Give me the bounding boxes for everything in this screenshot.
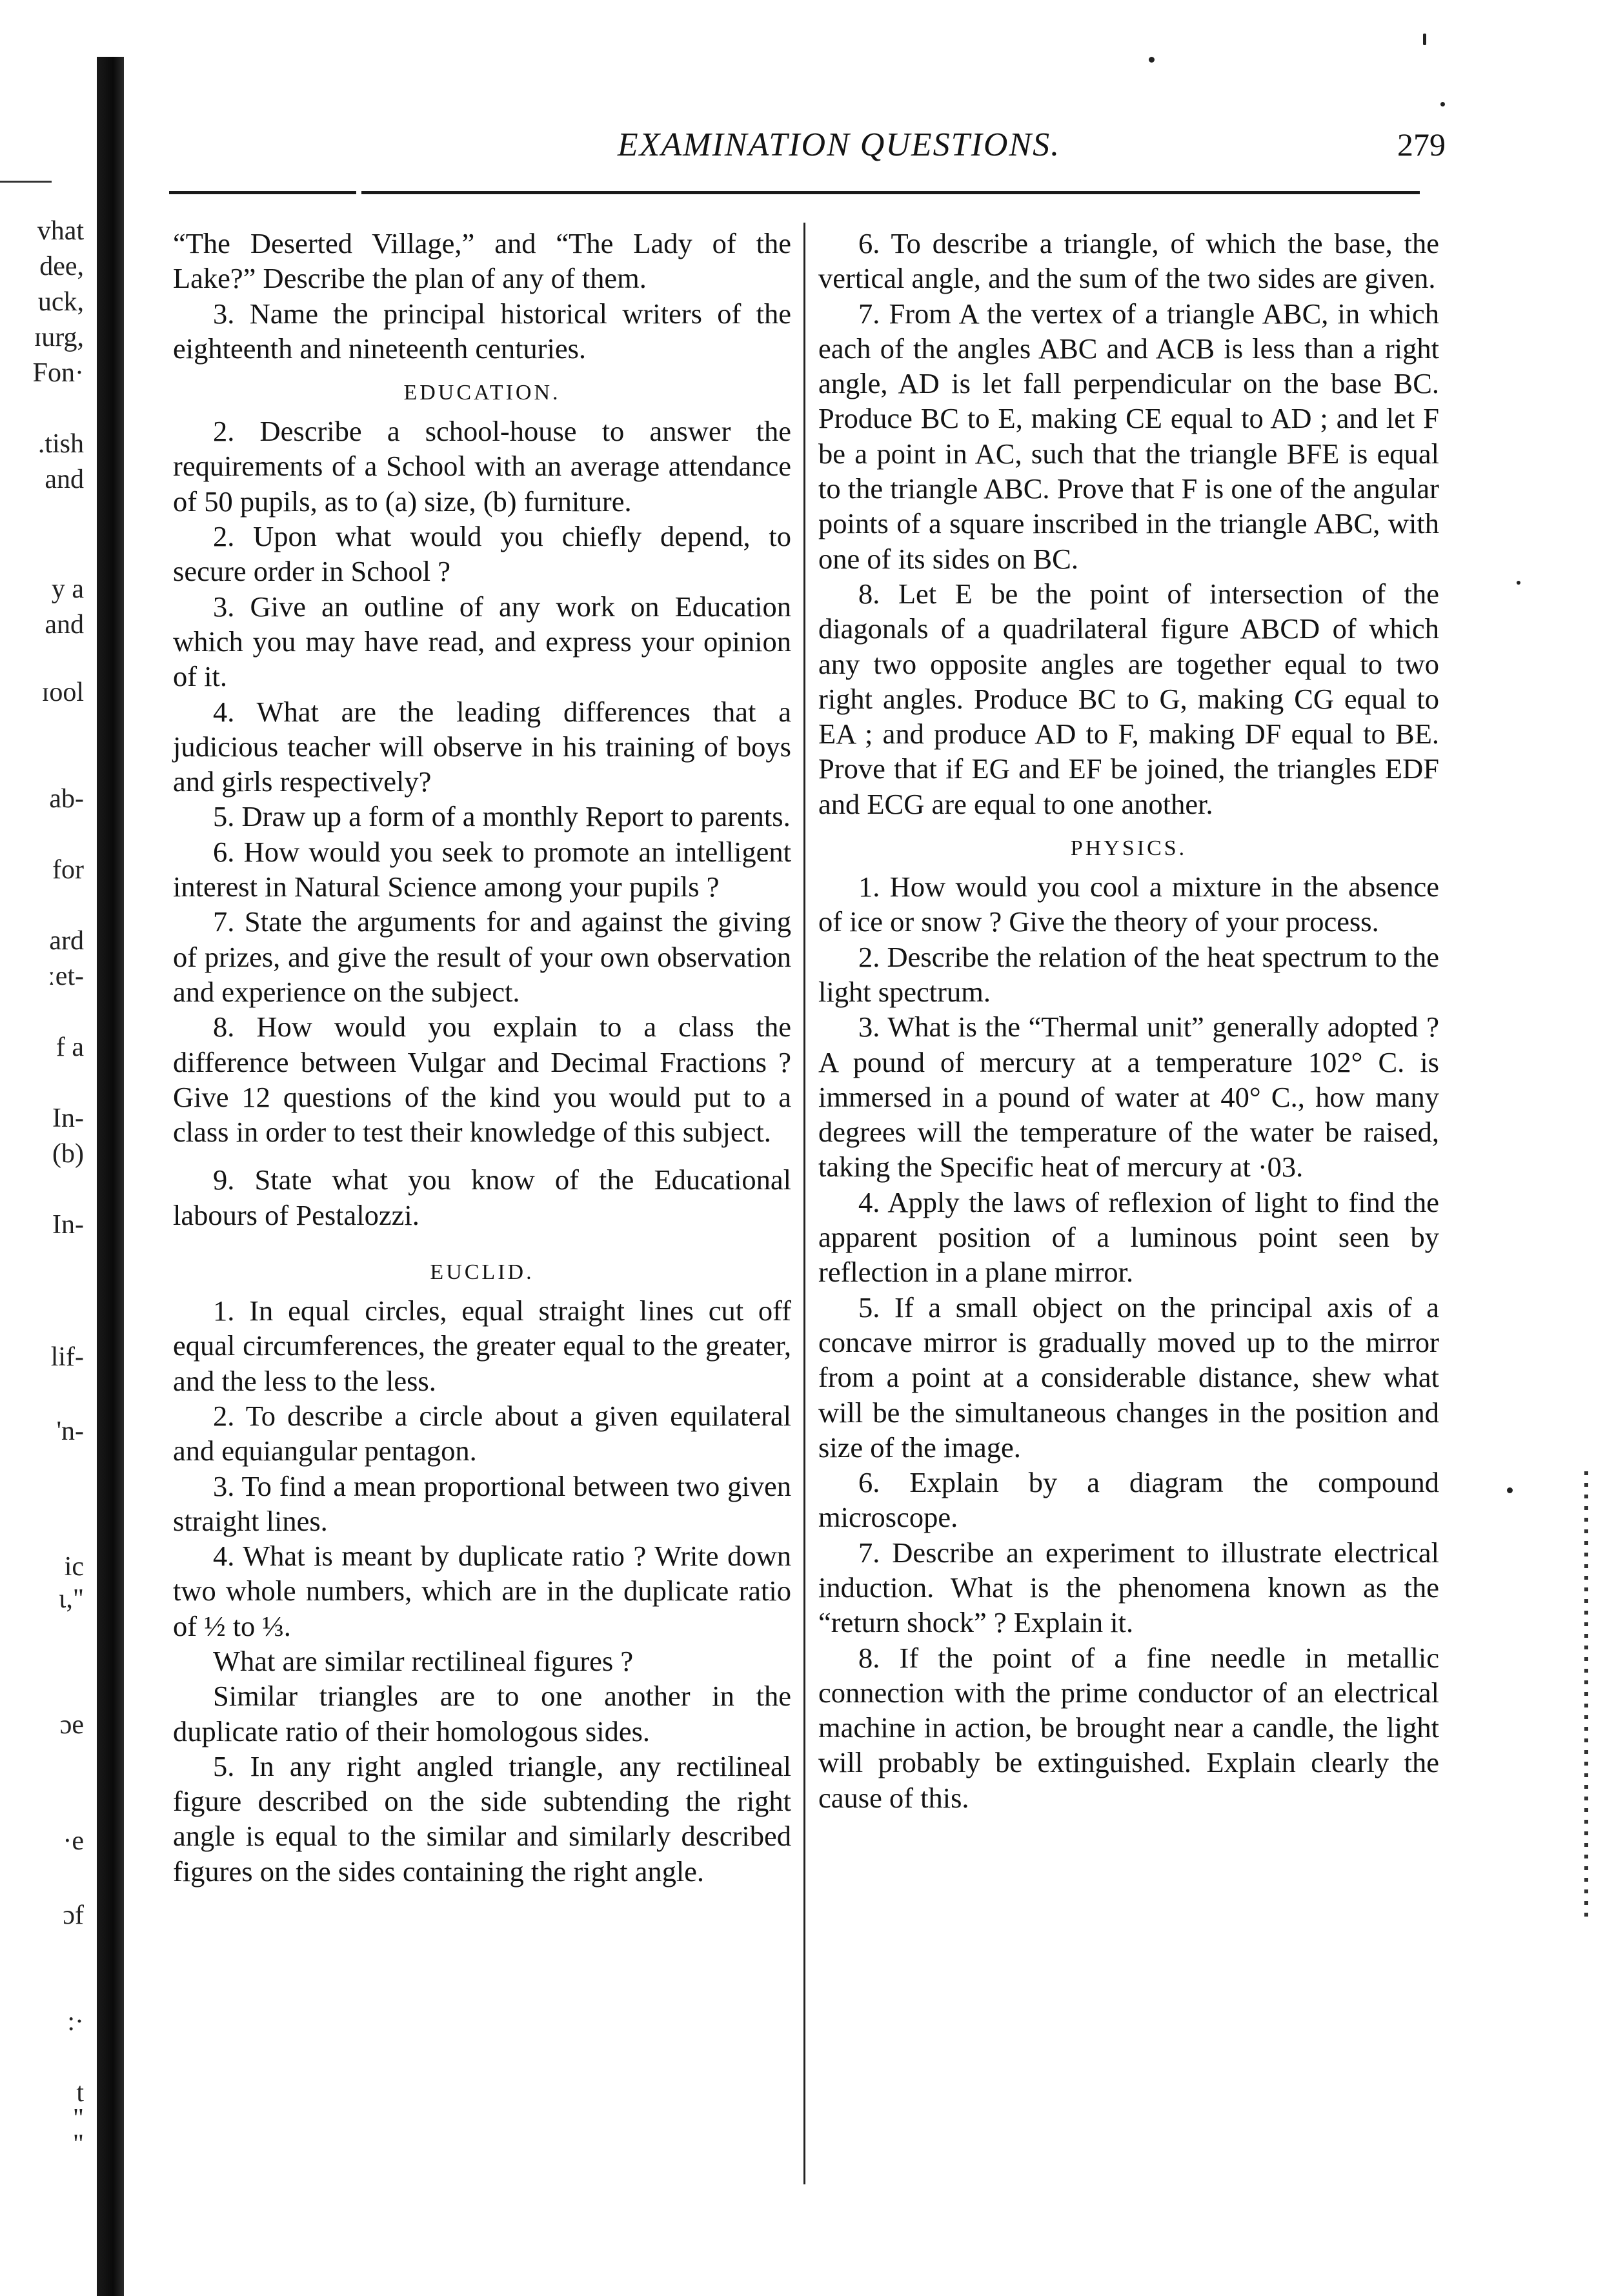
page-header xyxy=(161,126,1446,165)
question: 3. Name the principal historical writers of the eighteenth and nineteenth centuries. xyxy=(173,297,791,365)
scan-speck xyxy=(1507,1487,1513,1493)
margin-rule xyxy=(0,181,52,183)
question: 7. From A the vertex of a triangle ABC, in which each of the angles ABC and ACB is less than a right angle, AD is let fall perpendicular on the base BC. Produce BC to E, making CE equal to AD ; and let F be a point in AC, such that the triangle BFE is equal to the triangle ABC. Prove that F is one of the angular points of a square inscribed in the triangle ABC, with one of its sides on BC. xyxy=(818,297,1439,575)
section-heading-euclid: EUCLID. xyxy=(430,1260,534,1285)
margin-fragment: y a xyxy=(51,574,84,604)
margin-fragment: ab- xyxy=(49,784,84,814)
margin-fragment: f a xyxy=(56,1032,84,1062)
header-rule-right xyxy=(361,191,1420,194)
running-title: EXAMINATION QUESTIONS. xyxy=(617,126,1061,163)
question-subpart: What are similar rectilineal figures ? xyxy=(213,1644,634,1677)
margin-fragment: Fon· xyxy=(32,358,84,388)
margin-fragment: ic xyxy=(64,1552,84,1582)
margin-fragment: ɪool xyxy=(41,678,84,707)
margin-fragment: lif- xyxy=(50,1342,84,1372)
margin-fragment: uck, xyxy=(37,287,84,317)
question-subpart: Similar triangles are to one another in the duplicate ratio of their homologous sides. xyxy=(173,1680,791,1747)
margin-fragment: :· xyxy=(67,2007,84,2037)
question: 4. What are the leading differences that a judicious teacher will observe in his training of boys and girls respectively? xyxy=(173,695,791,798)
question: 8. Let E be the point of intersection of the diagonals of a quadrilateral figure ABCD of which any two opposite angles are together equal to two right angles. Produce BC to G, making CG equal to EA ; and produce AD to F, making DF equal to BE. Prove that if EG and EF be joined, the triangles EDF and ECG are equal to one another. xyxy=(818,577,1439,820)
column-divider xyxy=(803,223,805,2184)
scan-speck xyxy=(1149,57,1155,63)
margin-fragment: vhat xyxy=(37,216,84,246)
margin-fragment: and xyxy=(45,610,84,639)
margin-fragment: ɔe xyxy=(59,1710,84,1740)
question: 3. Give an outline of any work on Education which you may have read, and express your opinion of it. xyxy=(173,590,791,693)
book-spine-shadow xyxy=(97,57,124,2296)
section-heading-education: EDUCATION. xyxy=(403,381,561,405)
margin-fragment: dee, xyxy=(39,252,84,281)
right-column xyxy=(818,226,1439,1815)
margin-fragment: .tish xyxy=(37,429,84,459)
question: 2. Upon what would you chiefly depend, to secure order in School ? xyxy=(173,520,791,588)
question: 5. In any right angled triangle, any rectilineal figure described on the side subtending the right angle is equal to the similar and similarly described figures on the sides containing the right angle. xyxy=(173,1749,791,1888)
question: 2. Describe a school-house to answer the requirements of a School with an average attendance of 50 pupils, as to (a) size, (b) furniture. xyxy=(173,415,791,518)
question: 3. To find a mean proportional between two given straight lines. xyxy=(173,1469,791,1537)
question: 6. How would you seek to promote an intelligent interest in Natural Science among your pupils ? xyxy=(173,835,791,903)
margin-fragment: " xyxy=(72,2104,84,2133)
scan-speck xyxy=(1423,34,1426,45)
margin-fragment: ɔf xyxy=(63,1900,84,1930)
margin-fragment: In- xyxy=(52,1103,84,1133)
question: 2. Describe the relation of the heat spectrum to the light spectrum. xyxy=(818,940,1439,1008)
question: 2. To describe a circle about a given equilateral and equiangular pentagon. xyxy=(173,1399,791,1467)
page-number: 279 xyxy=(1397,126,1446,163)
question: 8. How would you explain to a class the difference between Vulgar and Decimal Fractions ? Give 12 questions of the kind you would put to a class in order to test their knowledge of this subject. xyxy=(173,1011,791,1149)
margin-fragment: ι," xyxy=(59,1584,84,1614)
header-rule-left xyxy=(169,191,356,194)
question: 1. In equal circles, equal straight lines cut off equal circumferences, the greater equal to the greater, and the less to the less. xyxy=(173,1294,791,1397)
question: 4. What is meant by duplicate ratio ? Write down two whole numbers, which are in the duplicate ratio of ½ to ⅓. xyxy=(173,1540,791,1642)
margin-fragment: ːet- xyxy=(48,962,84,991)
left-column xyxy=(173,226,791,1889)
margin-fragment: ard xyxy=(49,926,84,956)
question: 1. How would you cool a mixture in the absence of ice or snow ? Give the theory of your process. xyxy=(818,871,1439,938)
question: 5. Draw up a form of a monthly Report to parents. xyxy=(213,800,791,833)
question: 7. Describe an experiment to illustrate electrical induction. What is the phenomena known as the “return shock” ? Explain it. xyxy=(818,1536,1439,1639)
question: 5. If a small object on the principal axis of a concave mirror is gradually moved up to the mirror from a point at a considerable distance, shew what will be the simultaneous changes in the position and size of the image. xyxy=(818,1291,1439,1464)
margin-fragment: 'n- xyxy=(56,1416,84,1446)
scan-speck xyxy=(1517,581,1520,585)
margin-fragment: In- xyxy=(52,1210,84,1240)
margin-fragment: ·e xyxy=(63,1826,84,1856)
facing-page-margin xyxy=(0,0,90,2296)
question: 6. To describe a triangle, of which the base, the vertical angle, and the sum of the two sides are given. xyxy=(818,227,1439,295)
question: 3. What is the “Thermal unit” generally adopted ? A pound of mercury at a temperature 102° C. is immersed in a pound of water at 40° C., how many degrees will the temperature of the water be raised, taking the Specific heat of mercury at ·03. xyxy=(818,1011,1439,1183)
question: 7. State the arguments for and against the giving of prizes, and give the result of your own observation and experience on the subject. xyxy=(173,905,791,1008)
margin-fragment: ɪurg, xyxy=(34,323,84,352)
question: 8. If the point of a fine needle in metallic connection with the prime conductor of an electrical machine in action, be brought near a candle, the light will probably be extinguished. Explain clearly the cause of this. xyxy=(818,1641,1439,1814)
margin-fragment: " xyxy=(72,2130,84,2159)
page-edge-marks xyxy=(1584,1471,1588,1923)
question: 9. State what you know of the Educational labours of Pestalozzi. xyxy=(173,1163,791,1231)
margin-fragment: (b) xyxy=(52,1139,84,1169)
section-heading-physics: PHYSICS. xyxy=(1070,836,1187,861)
question: 4. Apply the laws of reflexion of light to find the apparent position of a luminous point seen by reflection in a plane mirror. xyxy=(818,1185,1439,1289)
scan-speck xyxy=(1440,102,1445,106)
continued-question: “The Deserted Village,” and “The Lady of the Lake?” Describe the plan of any of them. xyxy=(173,227,791,295)
margin-fragment: for xyxy=(52,855,84,885)
margin-fragment: and xyxy=(45,465,84,494)
question: 6. Explain by a diagram the compound microscope. xyxy=(818,1466,1439,1534)
margin-fragment: t xyxy=(76,2078,84,2108)
